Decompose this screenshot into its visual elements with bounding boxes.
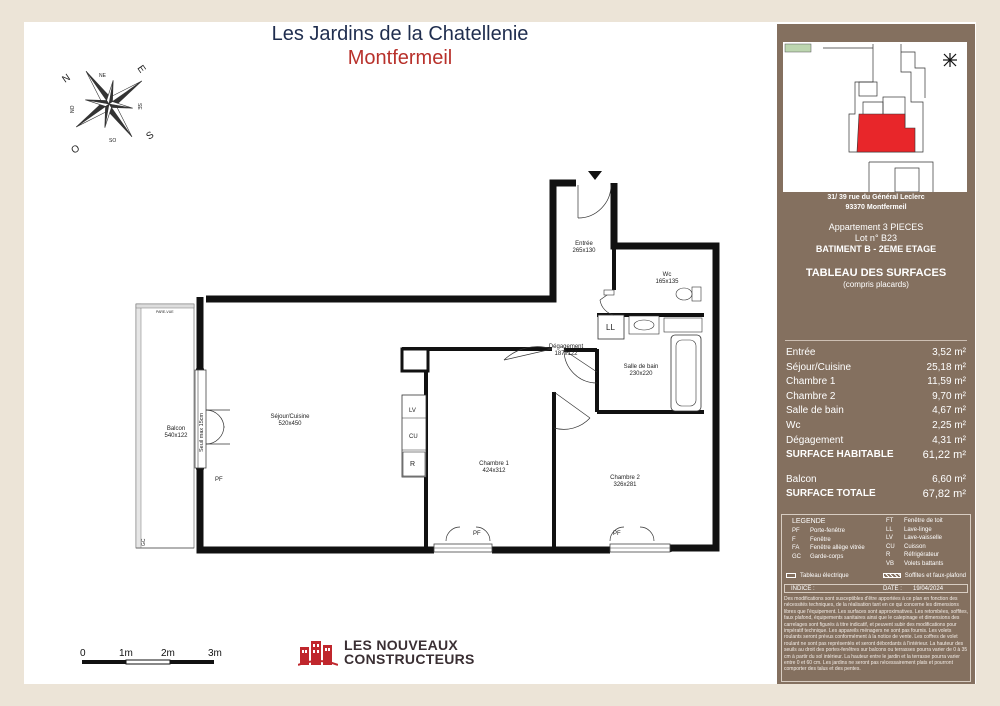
room-sdb-name: Salle de bain [623,364,659,370]
logo-building-icon [298,637,338,667]
table-subtitle: (compris placards) [843,280,909,289]
apartment-info [777,222,975,255]
company-logo [298,637,475,667]
index-date-row: INDICE : DATE : 19/04/2024 [784,584,968,593]
legend-left-column: PF Porte-fenêtre F Fenêtre FA Fenêtre allège vitrée GC Garde-corps [792,528,865,560]
label-pf-ch1: PF [473,531,481,537]
room-chambre2-name: Chambre 2 [610,475,640,481]
label-pf-ch2: PF [613,531,621,537]
room-chambre2-dim: 326x281 [613,482,637,488]
entrance-arrow-icon [588,171,602,180]
legend-title: LEGENDE [792,518,826,525]
table-title: TABLEAU DES SURFACES [805,267,947,279]
surfaces-table-title [777,267,975,290]
apartment-highlight [857,114,915,152]
surface-row: Chambre 1 11,59 m² [786,376,966,388]
address-block [777,193,975,213]
surface-row: Chambre 2 9,70 m² [786,390,966,402]
logo-line2: CONSTRUCTEURS [344,651,475,667]
label-gc: GC [141,538,147,546]
info-panel [777,24,975,684]
balcon-row: Balcon 6,60 m² [786,473,966,485]
legend-symbols: Tableau électrique Soffites et faux-plafond [786,573,966,579]
compass-ne: NE [99,73,106,79]
compass-no: NO [70,105,76,113]
disclaimer-text: Des modifications sont susceptibles d'être apportées à ce plan en fonction des nécessités techniques, de la réalisation tant en ce qui concerne les dimensions libres que l'équipement. Les surfaces sont approximatives. Les retombées, soffites, faux plafond, équipements sanitaires ainsi que le calepinage et dimensions des carrelages sont figurés à titre indicatif, et peuvent subir des modifications pour impératif technique. Les appareils ménagers ne sont pas fournis. Les volets roulants seront prévus conformément à la notice de vente. Les coffres de volet roulant ne sont pas représentés et seront débordants à l'intérieur. La hauteur des seuils au droit des portes-fenêtres sur balcons ou terrasses pourra varier de 0 à 35 cm à partir du sol intérieur. La hauteur entre le jardin et la terrasse pourra varier entre 0 et 60 cm. Les jardins ne seront pas nécessairement plats et pourront comporter des talus et des pentes. [784,596,969,673]
project-title: Les Jardins de la Chatellenie [271,23,529,45]
room-degagement-name: Dégagement [548,344,584,350]
compass-se: SE [136,103,142,110]
apartment-type: Appartement 3 PIECES [828,222,924,232]
scale-2m: 2m [161,648,175,659]
balcony-area [136,304,194,548]
label-lv: LV [409,408,416,414]
divider [785,340,967,341]
surface-totale-row: SURFACE TOTALE 67,82 m² [786,488,966,501]
compass-s: S [144,129,157,143]
room-sdb-dim: 230x220 [629,371,653,377]
legend-right-column: FT Fenêtre de toit LL Lave-linge LV Lave-vaisselle CU Cuisson R Réfrigérateur VB Volets battants [886,518,944,567]
room-wc-name: Wc [662,272,672,278]
room-balcon-dim: 540x122 [164,433,188,439]
scale-1m: 1m [119,648,133,659]
address-line2: 93370 Montfermeil [845,204,907,211]
electrical-panel-icon [604,290,614,295]
surface-habitable-row: SURFACE HABITABLE 61,22 m² [786,449,966,462]
keymap-compass-icon [943,53,957,67]
compass-o: O [69,142,83,157]
surface-row: Salle de bain 4,67 m² [786,405,966,417]
room-chambre1-name: Chambre 1 [479,461,509,467]
label-seuil: Seuil max 15cm [199,412,205,452]
room-entree-dim: 265x130 [572,248,596,254]
surface-row: Dégagement 4,31 m² [786,434,966,446]
legend-box [781,514,971,682]
scale-0: 0 [80,648,86,659]
electrical-panel-legend-icon [786,573,796,578]
scale-3m: 3m [208,648,222,659]
key-map [783,42,967,192]
building-floor: BATIMENT B - 2EME ETAGE [815,244,937,254]
room-entree-name: Entrée [575,241,593,247]
label-r: R [410,461,416,468]
compass-n: N [60,72,73,86]
surface-row: Séjour/Cuisine 25,18 m² [786,361,966,373]
room-sejour-name: Séjour/Cuisine [270,414,310,420]
address-line1: 31/ 39 rue du Général Leclerc [827,194,925,201]
site-key-plan [783,42,967,192]
surfaces-table [786,346,966,502]
scale-bar [74,646,234,672]
logo-text [344,638,475,666]
soffite-legend-icon [883,573,901,578]
room-chambre1-dim: 424x312 [482,468,506,474]
room-wc-dim: 165x135 [655,279,679,285]
room-balcon-name: Balcon [166,426,186,432]
project-city: Montfermeil [347,47,453,69]
label-pf-sejour: PF [215,477,223,483]
lot-number: Lot n° B23 [854,233,898,243]
label-cu: CU [409,434,418,440]
compass-e: E [134,63,148,76]
room-degagement-dim: 187x122 [554,351,578,357]
toilet-icon [692,287,701,301]
surface-row: Wc 2,25 m² [786,419,966,431]
compass-so: SO [109,138,117,144]
surface-row: Entrée 3,52 m² [786,347,966,358]
label-pare-vue: PARE-VUE [156,310,174,314]
logo-line1: LES NOUVEAUX [344,637,459,653]
label-ll: LL [606,323,615,332]
room-sejour-dim: 520x450 [278,421,302,427]
